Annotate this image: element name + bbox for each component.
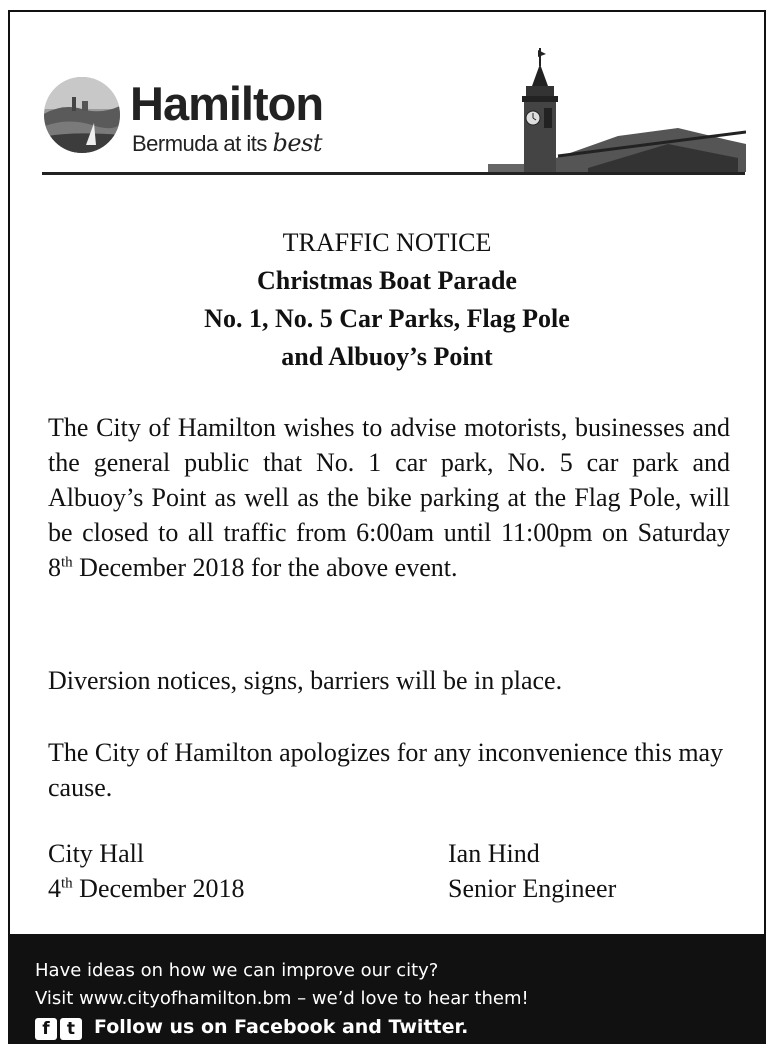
notice-titles	[10, 224, 764, 376]
signature-title: Senior Engineer	[448, 874, 617, 903]
tagline-script: best	[272, 129, 322, 157]
notice-title-line3: and Albuoy’s Point	[281, 342, 493, 371]
p1-part1: The City of Hamilton wishes to advise motorists, businesses and the general public that No. 1 car park, No. 5 car park and Albuoy’s Point as well as the bike parking at the Flag Pole, will be closed to all traffic from 6:00am until 11:00pm on Saturday 8	[48, 413, 730, 582]
notice-title-line1: Christmas Boat Parade	[257, 266, 517, 295]
follow-us-text: Follow us on Facebook and Twitter.	[94, 1016, 469, 1038]
signature-location: City Hall	[48, 839, 145, 868]
body-paragraph-2: Diversion notices, signs, barriers will be in place.	[48, 666, 563, 695]
notice-frame	[8, 10, 766, 1044]
notice-label: TRAFFIC NOTICE	[282, 228, 492, 257]
notice-title-line2: No. 1, No. 5 Car Parks, Flag Pole	[204, 304, 570, 333]
header-rule	[42, 172, 745, 175]
date-sup: th	[61, 875, 73, 892]
twitter-icon[interactable]: t	[60, 1018, 82, 1040]
header	[10, 12, 764, 182]
signature-date	[48, 871, 245, 906]
footer-banner	[10, 934, 764, 1042]
signature-left	[48, 836, 245, 906]
footer-line-1: Have ideas on how we can improve our city?	[35, 960, 439, 981]
date-rest: December 2018	[72, 874, 245, 903]
tagline-main: Bermuda at its	[132, 131, 267, 156]
body-paragraph-1	[48, 410, 730, 585]
facebook-icon[interactable]: f	[35, 1018, 57, 1040]
footer-line-2[interactable]: Visit www.cityofhamilton.bm – we’d love to hear them!	[35, 988, 529, 1009]
body-paragraph-3: The City of Hamilton apologizes for any inconvenience this may cause.	[48, 738, 724, 802]
city-hall-tower-icon	[488, 48, 746, 174]
hamilton-logo-icon	[42, 75, 122, 155]
p1-part2: December 2018 for the above event.	[72, 553, 458, 582]
p1-sup: th	[61, 554, 73, 571]
signature-name: Ian Hind	[448, 839, 540, 868]
brand-tagline	[132, 131, 322, 155]
signature-right	[448, 836, 616, 906]
brand-name: Hamilton	[130, 77, 324, 130]
date-day: 4	[48, 874, 61, 903]
